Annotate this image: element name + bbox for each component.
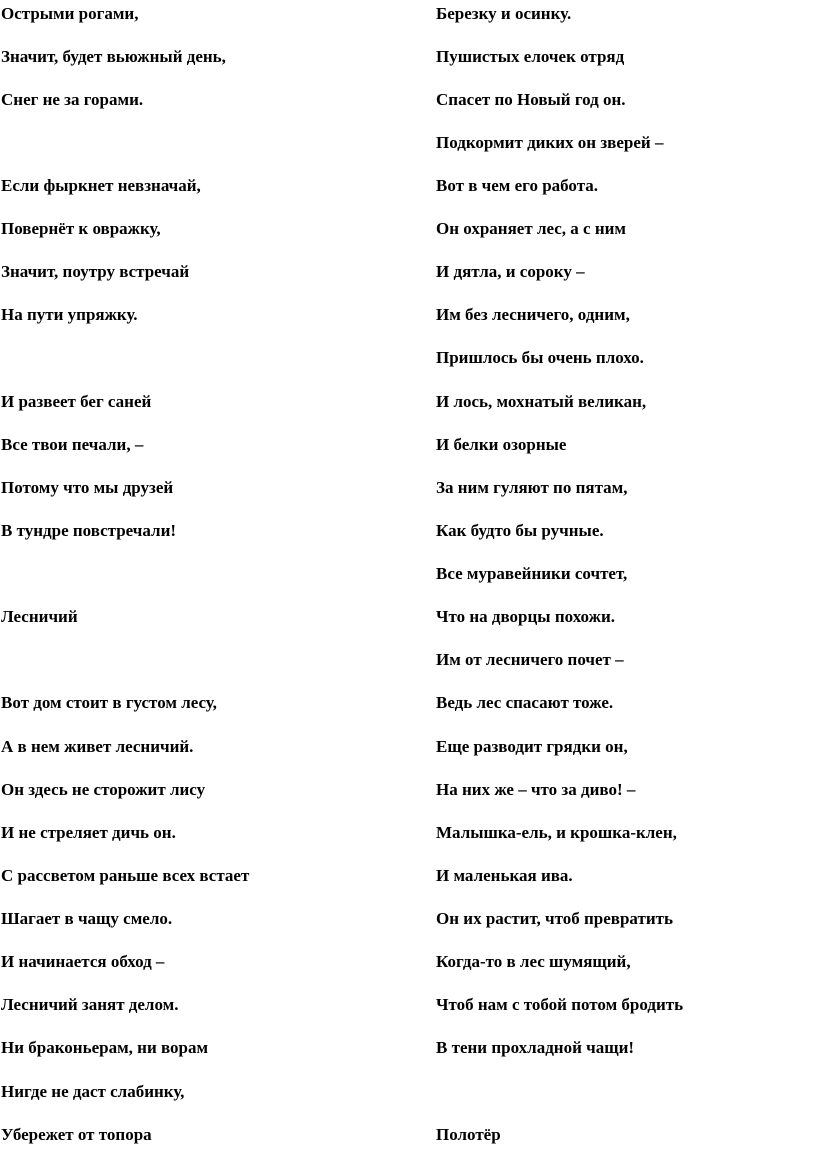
poem-line: В тени прохладной чащи! [436,1038,635,1057]
poem-line: И не стреляет дичь он. [1,823,176,842]
poem-line: И маленькая ива. [436,866,573,885]
poem-line: Значит, будет вьюжный день, [1,47,226,66]
poem-line: Когда-то в лес шумящий, [436,952,631,971]
poem-line: Подкормит диких он зверей – [436,133,664,152]
poem-line: Он охраняет лес, а с ним [436,219,626,238]
poem-line: Ни браконьерам, ни ворам [1,1038,209,1057]
poem-line: Вот в чем его работа. [436,176,599,195]
poem-line: И белки озорные [436,435,567,454]
poem-line: Пушистых елочек отряд [436,47,625,66]
poem-line: Березку и осинку. [436,4,572,23]
poem-line: Убережет от топора [1,1125,152,1144]
poem-line: Еще разводит грядки он, [436,737,628,756]
poem-line: На пути упряжку. [1,305,138,324]
poem-line: Им без лесничего, одним, [436,305,630,324]
poem-line: Лесничий занят делом. [1,995,179,1014]
poem-line: Малышка-ель, и крошка-клен, [436,823,677,842]
poem-line: И развеет бег саней [1,392,152,411]
poem-line: Он здесь не сторожит лису [1,780,206,799]
poem-line: С рассветом раньше всех встает [1,866,250,885]
poem-line: Что на дворцы похожи. [436,607,616,626]
poem-line: Все твои печали, – [1,435,144,454]
poem-line: Шагает в чащу смело. [1,909,173,928]
poem-line: За ним гуляют по пятам, [436,478,628,497]
poem-line: Потому что мы друзей [1,478,174,497]
poem-line: Нигде не даст слабинку, [1,1082,185,1101]
poem-line: Если фыркнет невзначай, [1,176,201,195]
poem-line: Спасет по Новый год он. [436,90,626,109]
poem-line: На них же – что за диво! – [436,780,636,799]
poem-line: А в нем живет лесничий. [1,737,194,756]
poem-line: Ведь лес спасают тоже. [436,693,614,712]
poem-line: Повернёт к овражку, [1,219,161,238]
poem-line: Острыми рогами, [1,4,139,23]
poem-line: Пришлось бы очень плохо. [436,348,644,367]
poem-line: Чтоб нам с тобой потом бродить [436,995,684,1014]
poem-line: И лось, мохнатый великан, [436,392,647,411]
poem-line: Снег не за горами. [1,90,144,109]
poem-title: Лесничий [1,607,78,626]
poem-line: И дятла, и сороку – [436,262,585,281]
poem-title: Полотёр [436,1125,501,1144]
poem-line: Вот дом стоит в густом лесу, [1,693,217,712]
poem-line: Все муравейники сочтет, [436,564,628,583]
poem-line: Им от лесничего почет – [436,650,624,669]
poem-line: Как будто бы ручные. [436,521,604,540]
poem-line: Значит, поутру встречай [1,262,190,281]
poem-line: Он их растит, чтоб превратить [436,909,673,928]
poem-line: И начинается обход – [1,952,165,971]
poem-line: В тундре повстречали! [1,521,177,540]
